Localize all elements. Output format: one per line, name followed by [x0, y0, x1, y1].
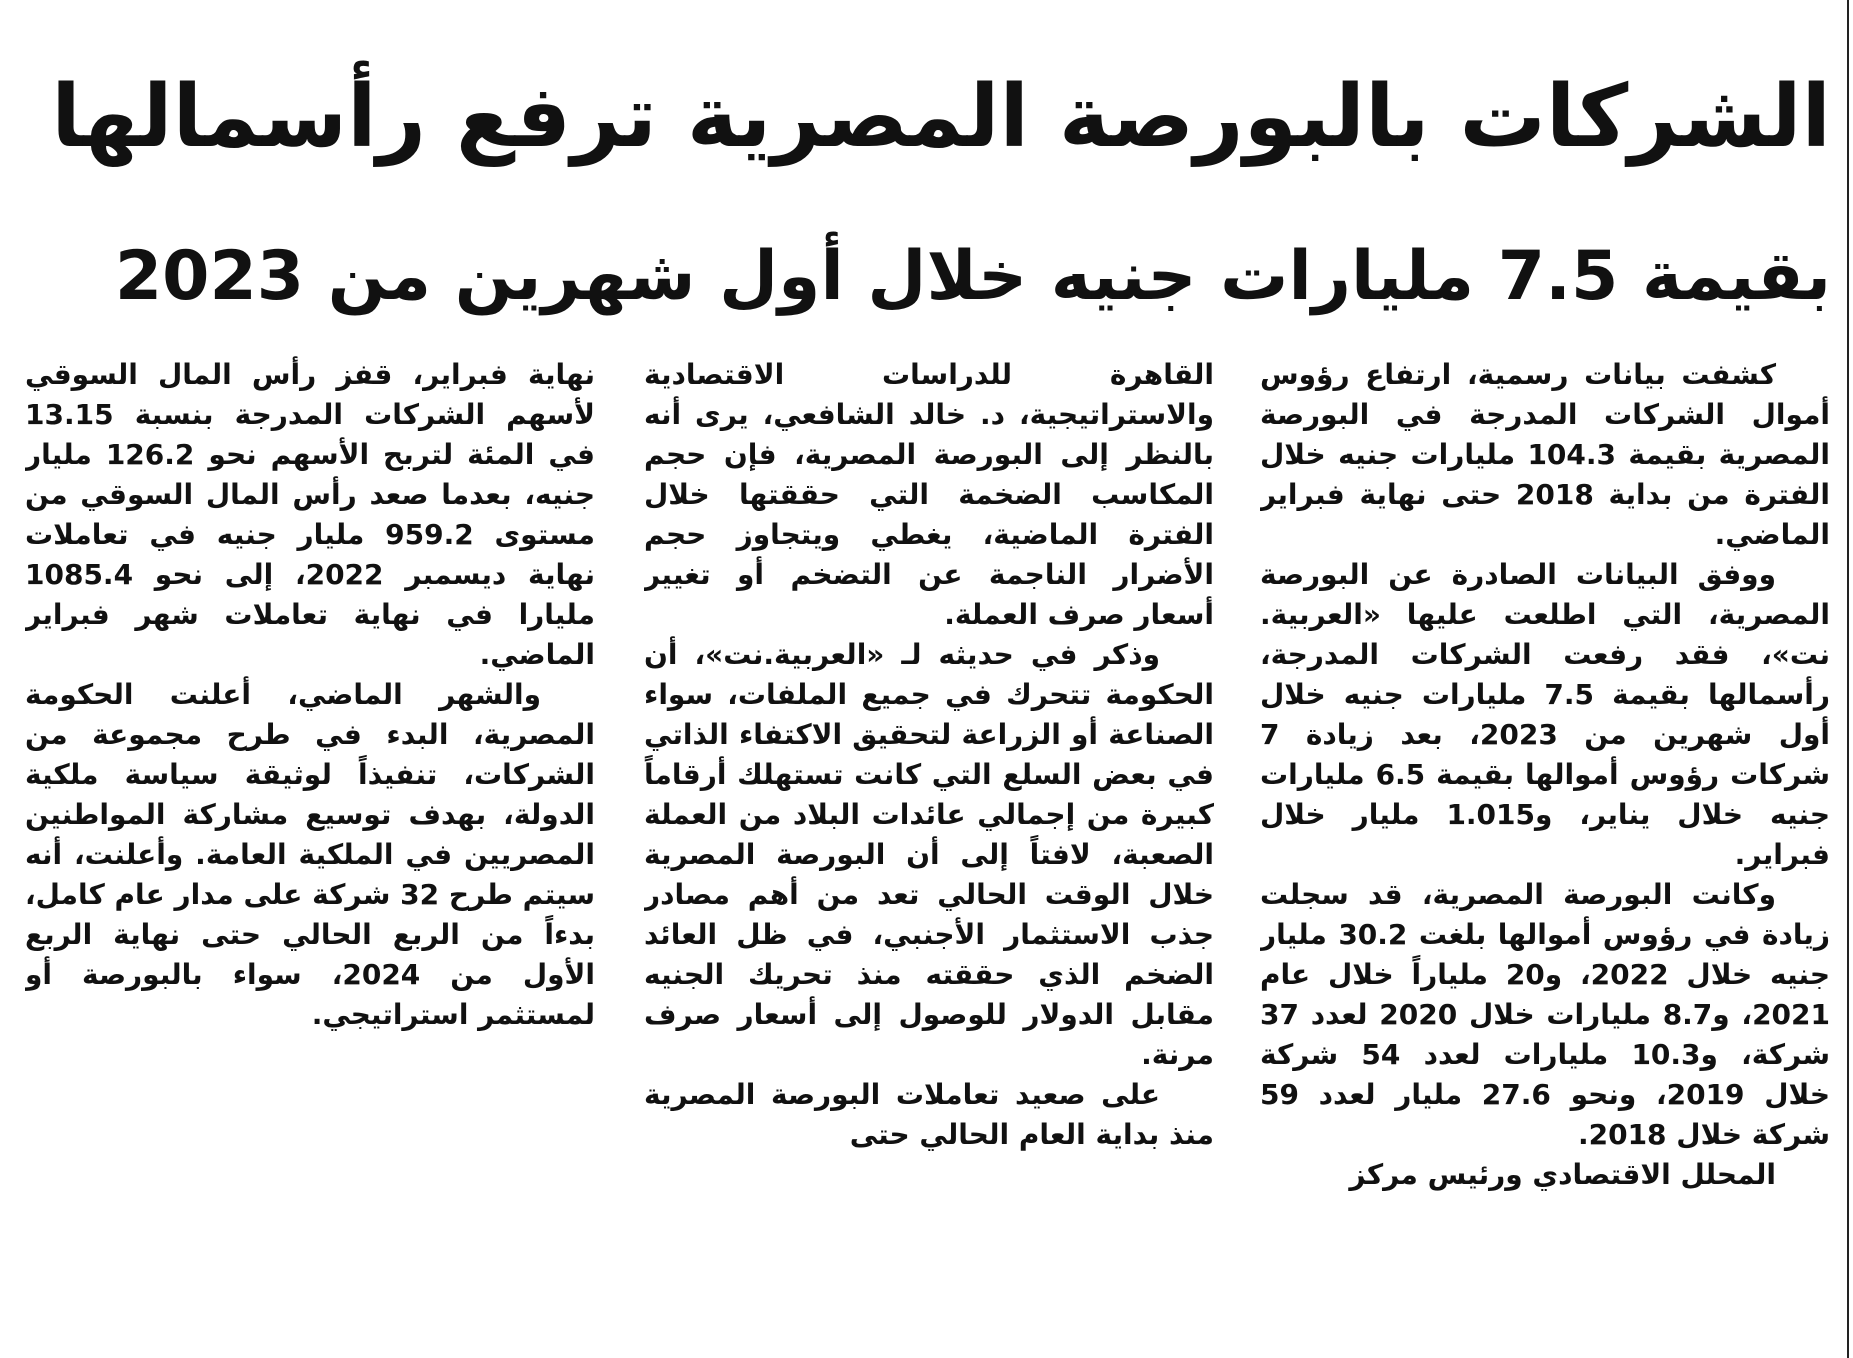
paragraph: المحلل الاقتصادي ورئيس مركز	[1349, 1158, 1776, 1191]
paragraph: نهاية فبراير، قفز رأس المال السوقي لأسهم الشركات المدرجة بنسبة 13.15 في المئة لتربح الأسهم نحو 126.2 مليار جنيه، بعدما صعد رأس المال السوقي من مستوى 959.2 مليار جنيه في تعاملات نهاية ديسمبر 2022، إلى نحو 1085.4 مليارا في نهاية تعاملات شهر فبراير الماضي.	[25, 358, 595, 671]
subheadline: بقيمة 7.5 مليارات جنيه خلال أول شهرين من 2023	[114, 237, 1831, 316]
article-column-2	[644, 355, 1214, 1335]
article-column-1	[1260, 355, 1830, 1335]
paragraph: وكانت البورصة المصرية، قد سجلت زيادة في رؤوس أموالها بلغت 30.2 مليار جنيه خلال 2022، و20 ملياراً خلال عام 2021، و8.7 مليارات خلال 2020 لعدد 37 شركة، و10.3 مليارات لعدد 54 شركة خلال 2019، ونحو 27.6 مليار لعدد 59 شركة خلال 2018.	[1260, 878, 1830, 1151]
column-rule	[1847, 0, 1849, 1358]
article-column-3	[25, 355, 595, 1335]
paragraph: وذكر في حديثه لـ «العربية.نت»، أن الحكومة تتحرك في جميع الملفات، سواء الصناعة أو الزراعة لتحقيق الاكتفاء الذاتي في بعض السلع التي كانت تستهلك أرقاماً كبيرة من إجمالي عائدات البلاد من العملة الصعبة، لافتاً إلى أن البورصة المصرية خلال الوقت الحالي تعد من أهم مصادر جذب الاستثمار الأجنبي، في ظل العائد الضخم الذي حققته منذ تحريك الجنيه مقابل الدولار للوصول إلى أسعار صرف مرنة.	[644, 638, 1214, 1071]
paragraph: والشهر الماضي، أعلنت الحكومة المصرية، البدء في طرح مجموعة من الشركات، تنفيذاً لوثيقة سياسة ملكية الدولة، بهدف توسيع مشاركة المواطنين المصريين في الملكية العامة. وأعلنت، أنه سيتم طرح 32 شركة على مدار عام كامل، بدءاً من الربع الحالي حتى نهاية الربع الأول من 2024، سواء بالبورصة أو لمستثمر استراتيجي.	[25, 678, 595, 1031]
headline: الشركات بالبورصة المصرية ترفع رأسمالها	[51, 67, 1831, 167]
paragraph: على صعيد تعاملات البورصة المصرية منذ بداية العام الحالي حتى	[644, 1078, 1214, 1151]
paragraph: كشفت بيانات رسمية، ارتفاع رؤوس أموال الشركات المدرجة في البورصة المصرية بقيمة 104.3 مليارات جنيه خلال الفترة من بداية 2018 حتى نهاية فبراير الماضي.	[1260, 358, 1830, 551]
paragraph: القاهرة للدراسات الاقتصادية والاستراتيجية، د. خالد الشافعي، يرى أنه بالنظر إلى البورصة المصرية، فإن حجم المكاسب الضخمة التي حققتها خلال الفترة الماضية، يغطي ويتجاوز حجم الأضرار الناجمة عن التضخم أو تغيير أسعار صرف العملة.	[644, 358, 1214, 631]
paragraph: ووفق البيانات الصادرة عن البورصة المصرية، التي اطلعت عليها «العربية. نت»، فقد رفعت الشركات المدرجة، رأسمالها بقيمة 7.5 مليارات جنيه خلال أول شهرين من 2023، بعد زيادة 7 شركات رؤوس أموالها بقيمة 6.5 مليارات جنيه خلال يناير، و1.015 مليار خلال فبراير.	[1260, 558, 1830, 871]
